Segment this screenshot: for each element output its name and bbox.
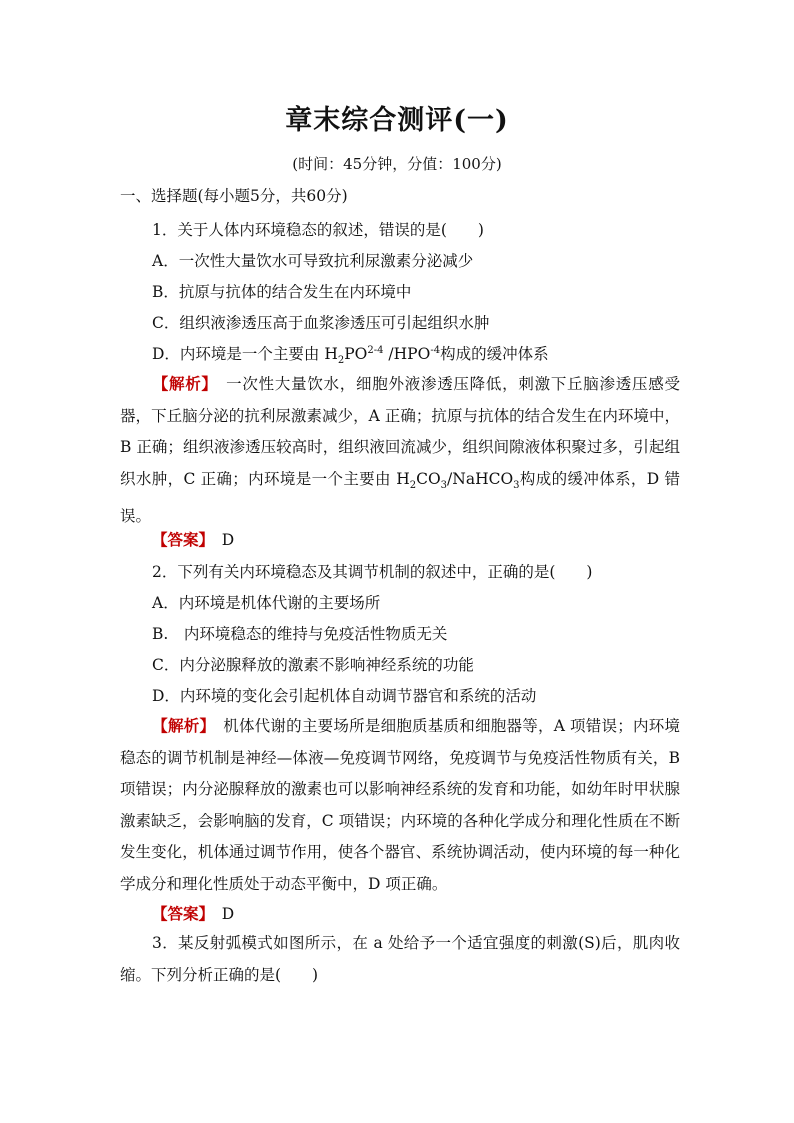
question-2-answer: 【答案】 D: [152, 904, 235, 923]
question-2-option-d: D．内环境的变化会引起机体自动调节器官和系统的活动: [152, 687, 537, 705]
section-heading: 一、选择题(每小题5分，共60分): [120, 187, 348, 205]
question-3-stem: 3．某反射弧模式如图所示，在 a 处给予一个适宜强度的刺激(S)后，肌肉收缩。下列分析正确的是( ): [120, 934, 680, 984]
question-2-option-a: A．内环境是机体代谢的主要场所: [152, 594, 381, 612]
analysis-label: 【解析】: [152, 374, 210, 393]
page-title: 章末综合测评(一): [285, 105, 509, 136]
question-1-option-b: B．抗原与抗体的结合发生在内环境中: [152, 283, 412, 301]
question-2-stem: 2．下列有关内环境稳态及其调节机制的叙述中，正确的是( ): [152, 563, 593, 581]
answer-label: 【答案】: [152, 530, 207, 549]
question-1-option-d: D．内环境是一个主要由 $H_2PO^{2-4}$ $/HPO^{-4}$构成的缓冲体系: [152, 344, 549, 367]
question-1-answer: 【答案】 D: [152, 530, 235, 549]
question-2-analysis: 【解析】 机体代谢的主要场所是细胞质基质和细胞器等，A 项错误；内环境稳态的调节机制是神经—体液—免疫调节网络，免疫调节与免疫活性物质有关，B 项错误；内分泌腺释放的激素也可以影响神经系统的发育和功能，如幼年时甲状腺激素缺乏，会影响脑的发育，C 项错误；内环境的各种化学成分和理化性质在不断发生变化，机体通过调节作用，使各个器官、系统协调活动，使内环境的每一种化学成分和理化性质处于动态平衡中，D 项正确。: [120, 716, 680, 893]
question-1-option-a: A．一次性大量饮水可导致抗利尿激素分泌减少: [152, 252, 474, 270]
analysis-label: 【解析】: [152, 716, 208, 735]
question-1-option-c: C．组织液渗透压高于血浆渗透压可引起组织水肿: [152, 314, 490, 332]
question-2-option-c: C．内分泌腺释放的激素不影响神经系统的功能: [152, 656, 474, 674]
answer-label: 【答案】: [152, 904, 207, 923]
question-2-option-b: B. 内环境稳态的维持与免疫活性物质无关: [152, 625, 448, 643]
page-subtitle: (时间：45分钟，分值：100分): [292, 155, 502, 173]
question-1-analysis: 【解析】 一次性大量饮水，细胞外液渗透压降低，刺激下丘脑渗透压感受器，下丘脑分泌的抗利尿激素减少，A 正确；抗原与抗体的结合发生在内环境中，B 正确；组织液渗透压较高时，组织液回流减少，组织间隙液体积聚过多，引起组织水肿，C 正确；内环境是一个主要由 $H_2CO_3/NaHCO_3$构成的缓冲体系，D 错误。: [120, 374, 681, 526]
question-1-stem: 1．关于人体内环境稳态的叙述，错误的是( ): [152, 221, 484, 239]
